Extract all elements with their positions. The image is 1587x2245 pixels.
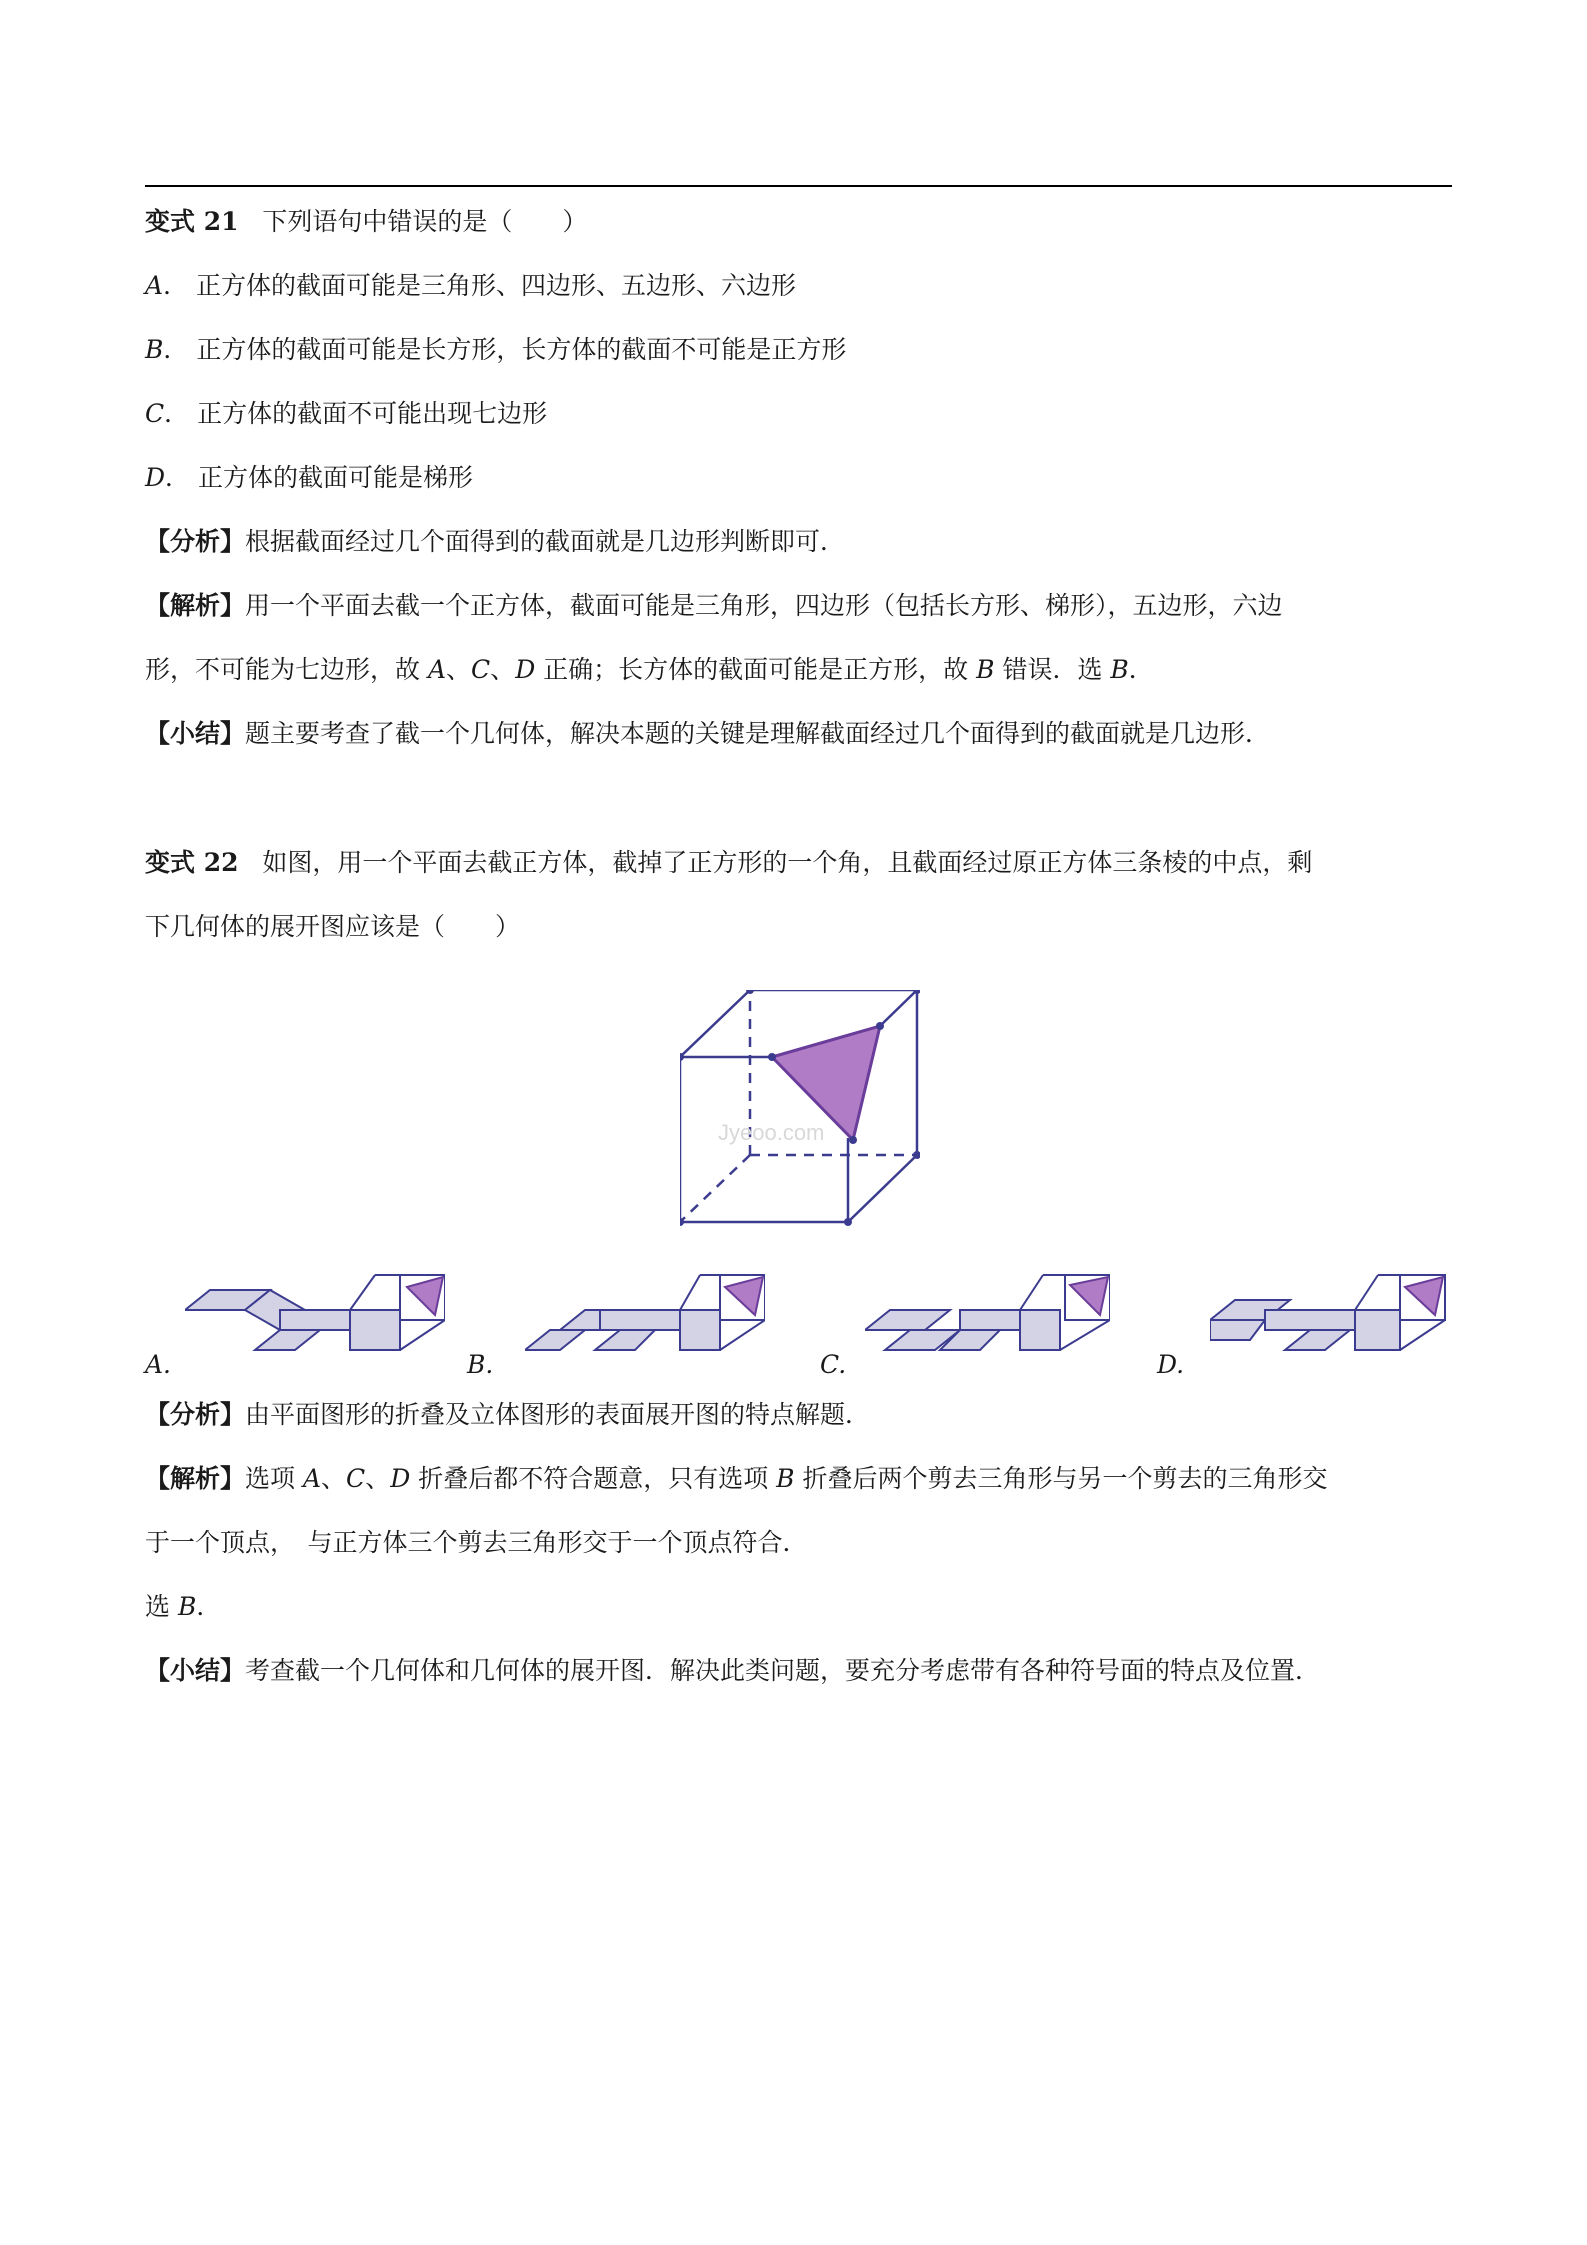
q22-stem-line2 xyxy=(145,910,520,944)
solution-tag: 【解析】 xyxy=(145,1464,246,1493)
solution-text: 正确；长方体的截面可能是正方形，故 xyxy=(535,655,977,684)
q22-choice xyxy=(145,1590,221,1624)
net-label-d: D. xyxy=(1157,1350,1185,1379)
solution-text: 于一个顶点， 与正方体三个剪去三角形交于一个顶点符合． xyxy=(145,1528,808,1557)
letter-d: D xyxy=(515,655,536,684)
net-label-b: B. xyxy=(467,1350,494,1379)
q21-option-b: B． 正方体的截面可能是长方形，长方体的截面不可能是正方形 xyxy=(145,335,847,364)
letter-d: D xyxy=(390,1464,411,1493)
q22-label: 变式 22 xyxy=(145,848,239,877)
solution-tag: 【解析】 xyxy=(145,591,246,620)
cut-cube-figure xyxy=(680,990,920,1230)
q21-summary xyxy=(145,717,1270,751)
net-option-b xyxy=(525,1265,765,1375)
option-text: 正方体的截面可能是三角形、四边形、五边形、六边形 xyxy=(196,271,797,300)
q22-stem: 下几何体的展开图应该是（ ） xyxy=(145,912,521,941)
q22-solution-line2 xyxy=(145,1526,808,1560)
separator: 、 xyxy=(321,1464,347,1493)
option-text: 正方体的截面可能是梯形 xyxy=(198,463,474,492)
net-option-a xyxy=(185,1265,445,1375)
net-label-c: C. xyxy=(820,1350,847,1379)
letter-a: A xyxy=(302,1464,322,1493)
letter-a: A xyxy=(427,655,447,684)
summary-tag: 【小结】 xyxy=(145,1656,246,1685)
q22-analysis xyxy=(145,1398,870,1432)
letter-b: B xyxy=(1110,655,1129,684)
option-text: 正方体的截面可能是长方形，长方体的截面不可能是正方形 xyxy=(196,335,847,364)
separator: 、 xyxy=(365,1464,391,1493)
solution-text: ． xyxy=(1128,655,1154,684)
option-letter: D xyxy=(145,463,166,492)
q21-stem: 下列语句中错误的是（ ） xyxy=(262,207,588,236)
q21-label: 变式 21 xyxy=(145,207,239,236)
q21-option-c: C． 正方体的截面不可能出现七边形 xyxy=(145,399,548,428)
solution-text: 形，不可能为七边形，故 xyxy=(145,655,428,684)
solution-text: 折叠后两个剪去三角形与另一个剪去的三角形交 xyxy=(794,1464,1328,1493)
solution-text: 错误．选 xyxy=(994,655,1111,684)
hidden-edge xyxy=(680,1155,750,1222)
solution-text: 用一个平面去截一个正方体，截面可能是三角形，四边形（包括长方形、梯形），五边形，六边 xyxy=(245,591,1283,620)
q22-solution-line1 xyxy=(145,1462,1327,1496)
solution-text: 选项 xyxy=(245,1464,303,1493)
q21-solution-line1 xyxy=(145,589,1283,623)
q22-stem: 如图，用一个平面去截正方体，截掉了正方形的一个角，且截面经过原正方体三条棱的中点，剩 xyxy=(262,848,1313,877)
analysis-tag: 【分析】 xyxy=(145,527,246,556)
watermark: Jyeoo.com xyxy=(718,1120,825,1145)
q21-stem-line xyxy=(145,205,587,239)
q21-option-a: A． 正方体的截面可能是三角形、四边形、五边形、六边形 xyxy=(145,271,797,300)
option-letter: A xyxy=(145,271,164,300)
letter-b: B xyxy=(976,655,995,684)
choice-suffix: ． xyxy=(196,1592,222,1621)
q22-stem-line1 xyxy=(145,846,1312,880)
net-label-a: A. xyxy=(145,1350,172,1379)
net-option-d xyxy=(1210,1265,1450,1375)
net-option-c xyxy=(865,1265,1110,1375)
analysis-text: 根据截面经过几个面得到的截面就是几边形判断即可． xyxy=(245,527,846,556)
separator: 、 xyxy=(490,655,516,684)
summary-tag: 【小结】 xyxy=(145,719,246,748)
analysis-text: 由平面图形的折叠及立体图形的表面展开图的特点解题． xyxy=(245,1400,871,1429)
top-rule xyxy=(145,185,1452,187)
q21-option-d: D． 正方体的截面可能是梯形 xyxy=(145,463,474,492)
option-letter: B xyxy=(145,335,164,364)
q22-summary xyxy=(145,1654,1320,1688)
summary-text: 题主要考查了截一个几何体，解决本题的关键是理解截面经过几个面得到的截面就是几边形． xyxy=(245,719,1271,748)
analysis-tag: 【分析】 xyxy=(145,1400,246,1429)
option-text: 正方体的截面不可能出现七边形 xyxy=(197,399,548,428)
q21-analysis xyxy=(145,525,845,559)
summary-text: 考查截一个几何体和几何体的展开图．解决此类问题，要充分考虑带有各种符号面的特点及位置． xyxy=(245,1656,1321,1685)
option-letter: C xyxy=(145,399,165,428)
choice-prefix: 选 xyxy=(145,1592,178,1621)
letter-c: C xyxy=(471,655,491,684)
separator: 、 xyxy=(446,655,472,684)
letter-b: B xyxy=(776,1464,795,1493)
letter-c: C xyxy=(346,1464,366,1493)
q21-solution-line2 xyxy=(145,653,1154,687)
choice-letter: B xyxy=(177,1592,197,1621)
solution-text: 折叠后都不符合题意，只有选项 xyxy=(410,1464,777,1493)
